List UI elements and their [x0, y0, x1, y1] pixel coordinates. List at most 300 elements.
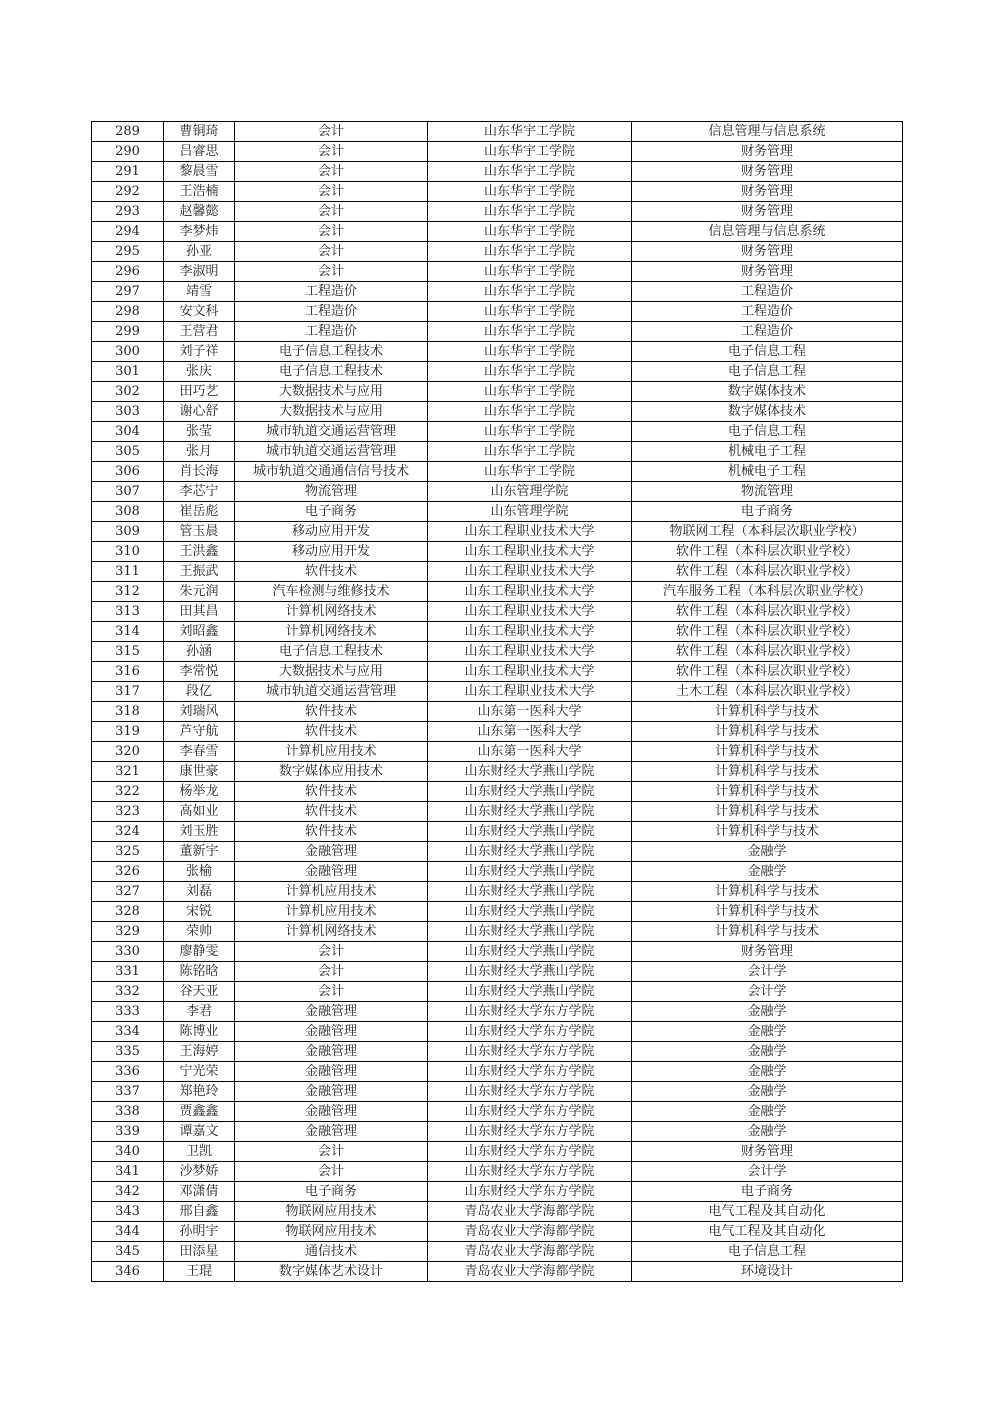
original-major-cell: 电子信息工程技术	[235, 342, 428, 362]
target-school-cell: 山东财经大学东方学院	[428, 1042, 632, 1062]
row-number-cell: 289	[92, 122, 164, 142]
target-major-cell: 软件工程（本科层次职业学校）	[632, 602, 903, 622]
table-row	[92, 1062, 903, 1082]
target-school-cell: 山东华宇工学院	[428, 162, 632, 182]
row-number-cell: 346	[92, 1262, 164, 1282]
table-row	[92, 222, 903, 242]
student-name-cell: 沙梦娇	[164, 1162, 235, 1182]
target-major-cell: 金融学	[632, 1022, 903, 1042]
target-school-cell: 山东财经大学燕山学院	[428, 942, 632, 962]
student-name-cell: 曹铜琦	[164, 122, 235, 142]
table-row	[92, 1202, 903, 1222]
target-major-cell: 计算机科学与技术	[632, 722, 903, 742]
table-row	[92, 1182, 903, 1202]
target-school-cell: 山东华宇工学院	[428, 282, 632, 302]
row-number-cell: 301	[92, 362, 164, 382]
target-school-cell: 山东工程职业技术大学	[428, 602, 632, 622]
original-major-cell: 汽车检测与维修技术	[235, 582, 428, 602]
student-name-cell: 肖长海	[164, 462, 235, 482]
student-name-cell: 郑艳玲	[164, 1082, 235, 1102]
row-number-cell: 304	[92, 422, 164, 442]
student-name-cell: 刘子祥	[164, 342, 235, 362]
target-school-cell: 山东华宇工学院	[428, 302, 632, 322]
table-row	[92, 182, 903, 202]
table-row	[92, 1042, 903, 1062]
target-major-cell: 计算机科学与技术	[632, 802, 903, 822]
target-major-cell: 会计学	[632, 962, 903, 982]
target-school-cell: 山东财经大学燕山学院	[428, 782, 632, 802]
target-major-cell: 汽车服务工程（本科层次职业学校）	[632, 582, 903, 602]
table-row	[92, 362, 903, 382]
target-school-cell: 山东管理学院	[428, 502, 632, 522]
student-name-cell: 李君	[164, 1002, 235, 1022]
table-row	[92, 282, 903, 302]
target-major-cell: 电子商务	[632, 502, 903, 522]
student-name-cell: 谷天亚	[164, 982, 235, 1002]
student-name-cell: 刘磊	[164, 882, 235, 902]
target-school-cell: 山东财经大学燕山学院	[428, 922, 632, 942]
row-number-cell: 343	[92, 1202, 164, 1222]
row-number-cell: 318	[92, 702, 164, 722]
table-row	[92, 1022, 903, 1042]
target-school-cell: 山东工程职业技术大学	[428, 662, 632, 682]
target-school-cell: 山东工程职业技术大学	[428, 642, 632, 662]
table-row	[92, 642, 903, 662]
original-major-cell: 城市轨道交通通信信号技术	[235, 462, 428, 482]
row-number-cell: 316	[92, 662, 164, 682]
row-number-cell: 311	[92, 562, 164, 582]
target-school-cell: 山东工程职业技术大学	[428, 682, 632, 702]
table-row	[92, 622, 903, 642]
table-row	[92, 882, 903, 902]
target-major-cell: 环境设计	[632, 1262, 903, 1282]
table-row	[92, 442, 903, 462]
original-major-cell: 电子商务	[235, 1182, 428, 1202]
table-row	[92, 302, 903, 322]
student-name-cell: 邓潇倩	[164, 1182, 235, 1202]
target-school-cell: 山东华宇工学院	[428, 322, 632, 342]
target-major-cell: 电子信息工程	[632, 362, 903, 382]
original-major-cell: 计算机应用技术	[235, 882, 428, 902]
table-row	[92, 762, 903, 782]
row-number-cell: 297	[92, 282, 164, 302]
table-row	[92, 262, 903, 282]
original-major-cell: 金融管理	[235, 842, 428, 862]
table-row	[92, 502, 903, 522]
table-row	[92, 482, 903, 502]
target-major-cell: 财务管理	[632, 142, 903, 162]
original-major-cell: 计算机应用技术	[235, 742, 428, 762]
row-number-cell: 322	[92, 782, 164, 802]
target-school-cell: 青岛农业大学海都学院	[428, 1202, 632, 1222]
target-major-cell: 计算机科学与技术	[632, 922, 903, 942]
original-major-cell: 物联网应用技术	[235, 1222, 428, 1242]
original-major-cell: 金融管理	[235, 1102, 428, 1122]
row-number-cell: 320	[92, 742, 164, 762]
table-row	[92, 242, 903, 262]
target-school-cell: 山东工程职业技术大学	[428, 562, 632, 582]
row-number-cell: 330	[92, 942, 164, 962]
target-major-cell: 电子信息工程	[632, 1242, 903, 1262]
row-number-cell: 335	[92, 1042, 164, 1062]
table-row	[92, 862, 903, 882]
row-number-cell: 315	[92, 642, 164, 662]
target-major-cell: 会计学	[632, 1162, 903, 1182]
row-number-cell: 300	[92, 342, 164, 362]
target-major-cell: 物联网工程（本科层次职业学校）	[632, 522, 903, 542]
row-number-cell: 327	[92, 882, 164, 902]
table-row	[92, 1242, 903, 1262]
target-major-cell: 电气工程及其自动化	[632, 1202, 903, 1222]
student-name-cell: 陈博业	[164, 1022, 235, 1042]
student-name-cell: 谭嘉文	[164, 1122, 235, 1142]
row-number-cell: 324	[92, 822, 164, 842]
target-major-cell: 物流管理	[632, 482, 903, 502]
target-major-cell: 金融学	[632, 1102, 903, 1122]
target-school-cell: 山东财经大学燕山学院	[428, 982, 632, 1002]
table-row	[92, 1222, 903, 1242]
original-major-cell: 会计	[235, 962, 428, 982]
table-row	[92, 1122, 903, 1142]
target-major-cell: 计算机科学与技术	[632, 822, 903, 842]
original-major-cell: 移动应用开发	[235, 542, 428, 562]
student-name-cell: 荣帅	[164, 922, 235, 942]
original-major-cell: 会计	[235, 942, 428, 962]
row-number-cell: 325	[92, 842, 164, 862]
row-number-cell: 331	[92, 962, 164, 982]
original-major-cell: 计算机网络技术	[235, 622, 428, 642]
row-number-cell: 293	[92, 202, 164, 222]
target-major-cell: 软件工程（本科层次职业学校）	[632, 542, 903, 562]
student-name-cell: 张榆	[164, 862, 235, 882]
table-row	[92, 842, 903, 862]
row-number-cell: 332	[92, 982, 164, 1002]
student-name-cell: 李春雪	[164, 742, 235, 762]
student-name-cell: 卫凯	[164, 1142, 235, 1162]
original-major-cell: 大数据技术与应用	[235, 382, 428, 402]
row-number-cell: 298	[92, 302, 164, 322]
row-number-cell: 294	[92, 222, 164, 242]
target-major-cell: 金融学	[632, 862, 903, 882]
original-major-cell: 软件技术	[235, 722, 428, 742]
table-row	[92, 522, 903, 542]
target-major-cell: 信息管理与信息系统	[632, 122, 903, 142]
target-major-cell: 电气工程及其自动化	[632, 1222, 903, 1242]
row-number-cell: 337	[92, 1082, 164, 1102]
student-name-cell: 靖雪	[164, 282, 235, 302]
original-major-cell: 工程造价	[235, 302, 428, 322]
original-major-cell: 会计	[235, 142, 428, 162]
target-school-cell: 山东财经大学燕山学院	[428, 762, 632, 782]
target-school-cell: 山东财经大学燕山学院	[428, 902, 632, 922]
table-row	[92, 742, 903, 762]
student-name-cell: 宋锐	[164, 902, 235, 922]
roster-table	[91, 121, 903, 1282]
target-major-cell: 土木工程（本科层次职业学校）	[632, 682, 903, 702]
table-row	[92, 802, 903, 822]
target-major-cell: 金融学	[632, 1082, 903, 1102]
target-major-cell: 计算机科学与技术	[632, 702, 903, 722]
target-school-cell: 山东财经大学东方学院	[428, 1022, 632, 1042]
target-major-cell: 数字媒体技术	[632, 402, 903, 422]
table-row	[92, 342, 903, 362]
student-name-cell: 李常悦	[164, 662, 235, 682]
student-name-cell: 安文科	[164, 302, 235, 322]
original-major-cell: 计算机网络技术	[235, 602, 428, 622]
original-major-cell: 物联网应用技术	[235, 1202, 428, 1222]
target-major-cell: 机械电子工程	[632, 442, 903, 462]
table-row	[92, 582, 903, 602]
target-school-cell: 山东华宇工学院	[428, 342, 632, 362]
student-name-cell: 高如业	[164, 802, 235, 822]
target-school-cell: 山东华宇工学院	[428, 182, 632, 202]
table-row	[92, 1162, 903, 1182]
target-school-cell: 山东华宇工学院	[428, 442, 632, 462]
target-major-cell: 金融学	[632, 1122, 903, 1142]
row-number-cell: 310	[92, 542, 164, 562]
target-school-cell: 山东财经大学东方学院	[428, 1142, 632, 1162]
original-major-cell: 移动应用开发	[235, 522, 428, 542]
row-number-cell: 291	[92, 162, 164, 182]
target-school-cell: 山东财经大学东方学院	[428, 1162, 632, 1182]
original-major-cell: 金融管理	[235, 1062, 428, 1082]
table-row	[92, 202, 903, 222]
row-number-cell: 333	[92, 1002, 164, 1022]
target-school-cell: 山东华宇工学院	[428, 262, 632, 282]
target-major-cell: 工程造价	[632, 302, 903, 322]
original-major-cell: 电子商务	[235, 502, 428, 522]
target-school-cell: 山东华宇工学院	[428, 422, 632, 442]
row-number-cell: 317	[92, 682, 164, 702]
original-major-cell: 物流管理	[235, 482, 428, 502]
row-number-cell: 326	[92, 862, 164, 882]
student-name-cell: 宁光荣	[164, 1062, 235, 1082]
target-school-cell: 山东工程职业技术大学	[428, 622, 632, 642]
original-major-cell: 会计	[235, 242, 428, 262]
student-name-cell: 管玉晨	[164, 522, 235, 542]
original-major-cell: 会计	[235, 1142, 428, 1162]
table-row	[92, 1082, 903, 1102]
target-major-cell: 软件工程（本科层次职业学校）	[632, 662, 903, 682]
target-school-cell: 山东财经大学燕山学院	[428, 842, 632, 862]
target-major-cell: 计算机科学与技术	[632, 762, 903, 782]
target-school-cell: 山东财经大学燕山学院	[428, 802, 632, 822]
original-major-cell: 通信技术	[235, 1242, 428, 1262]
table-row	[92, 1262, 903, 1282]
student-name-cell: 孙明宇	[164, 1222, 235, 1242]
original-major-cell: 软件技术	[235, 702, 428, 722]
student-name-cell: 朱元润	[164, 582, 235, 602]
target-major-cell: 软件工程（本科层次职业学校）	[632, 622, 903, 642]
row-number-cell: 329	[92, 922, 164, 942]
table-row	[92, 902, 903, 922]
target-major-cell: 电子信息工程	[632, 422, 903, 442]
target-school-cell: 山东财经大学东方学院	[428, 1122, 632, 1142]
target-school-cell: 山东管理学院	[428, 482, 632, 502]
target-major-cell: 软件工程（本科层次职业学校）	[632, 642, 903, 662]
row-number-cell: 328	[92, 902, 164, 922]
row-number-cell: 321	[92, 762, 164, 782]
original-major-cell: 会计	[235, 222, 428, 242]
target-major-cell: 财务管理	[632, 182, 903, 202]
original-major-cell: 城市轨道交通运营管理	[235, 682, 428, 702]
table-row	[92, 922, 903, 942]
table-row	[92, 1142, 903, 1162]
student-name-cell: 廖静雯	[164, 942, 235, 962]
original-major-cell: 工程造价	[235, 282, 428, 302]
table-row	[92, 542, 903, 562]
target-major-cell: 金融学	[632, 842, 903, 862]
original-major-cell: 工程造价	[235, 322, 428, 342]
target-school-cell: 山东华宇工学院	[428, 242, 632, 262]
original-major-cell: 金融管理	[235, 1042, 428, 1062]
table-row	[92, 462, 903, 482]
original-major-cell: 会计	[235, 122, 428, 142]
student-name-cell: 张莹	[164, 422, 235, 442]
original-major-cell: 城市轨道交通运营管理	[235, 422, 428, 442]
target-school-cell: 山东工程职业技术大学	[428, 542, 632, 562]
target-major-cell: 电子商务	[632, 1182, 903, 1202]
target-major-cell: 金融学	[632, 1002, 903, 1022]
table-row	[92, 122, 903, 142]
row-number-cell: 306	[92, 462, 164, 482]
row-number-cell: 336	[92, 1062, 164, 1082]
target-major-cell: 工程造价	[632, 322, 903, 342]
student-name-cell: 谢心舒	[164, 402, 235, 422]
table-row	[92, 662, 903, 682]
original-major-cell: 金融管理	[235, 1002, 428, 1022]
table-row	[92, 822, 903, 842]
target-major-cell: 计算机科学与技术	[632, 742, 903, 762]
student-name-cell: 张月	[164, 442, 235, 462]
target-school-cell: 山东第一医科大学	[428, 742, 632, 762]
original-major-cell: 电子信息工程技术	[235, 362, 428, 382]
original-major-cell: 会计	[235, 982, 428, 1002]
original-major-cell: 软件技术	[235, 562, 428, 582]
target-school-cell: 山东第一医科大学	[428, 722, 632, 742]
student-name-cell: 孙亚	[164, 242, 235, 262]
target-major-cell: 财务管理	[632, 242, 903, 262]
row-number-cell: 319	[92, 722, 164, 742]
student-name-cell: 王振武	[164, 562, 235, 582]
target-school-cell: 山东华宇工学院	[428, 382, 632, 402]
student-name-cell: 王营君	[164, 322, 235, 342]
student-name-cell: 李芯宁	[164, 482, 235, 502]
table-row	[92, 782, 903, 802]
table-row	[92, 942, 903, 962]
row-number-cell: 292	[92, 182, 164, 202]
row-number-cell: 338	[92, 1102, 164, 1122]
target-major-cell: 电子信息工程	[632, 342, 903, 362]
row-number-cell: 314	[92, 622, 164, 642]
student-name-cell: 贾鑫鑫	[164, 1102, 235, 1122]
student-name-cell: 杨举龙	[164, 782, 235, 802]
student-name-cell: 孙涵	[164, 642, 235, 662]
row-number-cell: 290	[92, 142, 164, 162]
row-number-cell: 344	[92, 1222, 164, 1242]
row-number-cell: 305	[92, 442, 164, 462]
original-major-cell: 软件技术	[235, 822, 428, 842]
target-major-cell: 财务管理	[632, 202, 903, 222]
student-name-cell: 王洪鑫	[164, 542, 235, 562]
target-major-cell: 数字媒体技术	[632, 382, 903, 402]
row-number-cell: 334	[92, 1022, 164, 1042]
target-school-cell: 山东财经大学东方学院	[428, 1182, 632, 1202]
student-name-cell: 赵馨懿	[164, 202, 235, 222]
student-name-cell: 王浩楠	[164, 182, 235, 202]
student-name-cell: 刘玉胜	[164, 822, 235, 842]
original-major-cell: 电子信息工程技术	[235, 642, 428, 662]
original-major-cell: 软件技术	[235, 782, 428, 802]
row-number-cell: 341	[92, 1162, 164, 1182]
student-name-cell: 田添星	[164, 1242, 235, 1262]
row-number-cell: 296	[92, 262, 164, 282]
target-major-cell: 财务管理	[632, 1142, 903, 1162]
target-major-cell: 金融学	[632, 1042, 903, 1062]
table-row	[92, 402, 903, 422]
target-school-cell: 山东华宇工学院	[428, 402, 632, 422]
target-major-cell: 计算机科学与技术	[632, 902, 903, 922]
student-name-cell: 李淑明	[164, 262, 235, 282]
table-row	[92, 602, 903, 622]
student-name-cell: 段亿	[164, 682, 235, 702]
target-major-cell: 信息管理与信息系统	[632, 222, 903, 242]
original-major-cell: 计算机应用技术	[235, 902, 428, 922]
student-name-cell: 田其昌	[164, 602, 235, 622]
student-name-cell: 崔岳彪	[164, 502, 235, 522]
row-number-cell: 313	[92, 602, 164, 622]
target-school-cell: 山东第一医科大学	[428, 702, 632, 722]
student-name-cell: 黎晨雪	[164, 162, 235, 182]
target-school-cell: 山东财经大学东方学院	[428, 1102, 632, 1122]
original-major-cell: 会计	[235, 202, 428, 222]
row-number-cell: 312	[92, 582, 164, 602]
student-name-cell: 王琨	[164, 1262, 235, 1282]
target-major-cell: 财务管理	[632, 162, 903, 182]
original-major-cell: 金融管理	[235, 1082, 428, 1102]
target-major-cell: 财务管理	[632, 942, 903, 962]
student-name-cell: 田巧艺	[164, 382, 235, 402]
table-row	[92, 1002, 903, 1022]
original-major-cell: 会计	[235, 162, 428, 182]
table-row	[92, 422, 903, 442]
target-school-cell: 山东华宇工学院	[428, 462, 632, 482]
table-row	[92, 142, 903, 162]
target-school-cell: 山东华宇工学院	[428, 362, 632, 382]
row-number-cell: 339	[92, 1122, 164, 1142]
target-major-cell: 计算机科学与技术	[632, 882, 903, 902]
row-number-cell: 340	[92, 1142, 164, 1162]
target-major-cell: 财务管理	[632, 262, 903, 282]
table-row	[92, 702, 903, 722]
student-name-cell: 芦守航	[164, 722, 235, 742]
original-major-cell: 会计	[235, 182, 428, 202]
student-name-cell: 李梦炜	[164, 222, 235, 242]
student-name-cell: 王海婷	[164, 1042, 235, 1062]
target-major-cell: 计算机科学与技术	[632, 782, 903, 802]
student-name-cell: 刘瑞风	[164, 702, 235, 722]
original-major-cell: 软件技术	[235, 802, 428, 822]
target-school-cell: 山东财经大学燕山学院	[428, 862, 632, 882]
target-school-cell: 青岛农业大学海都学院	[428, 1262, 632, 1282]
row-number-cell: 307	[92, 482, 164, 502]
target-school-cell: 青岛农业大学海都学院	[428, 1222, 632, 1242]
target-major-cell: 会计学	[632, 982, 903, 1002]
target-school-cell: 山东财经大学燕山学院	[428, 882, 632, 902]
row-number-cell: 309	[92, 522, 164, 542]
target-school-cell: 山东财经大学东方学院	[428, 1002, 632, 1022]
target-school-cell: 山东华宇工学院	[428, 222, 632, 242]
